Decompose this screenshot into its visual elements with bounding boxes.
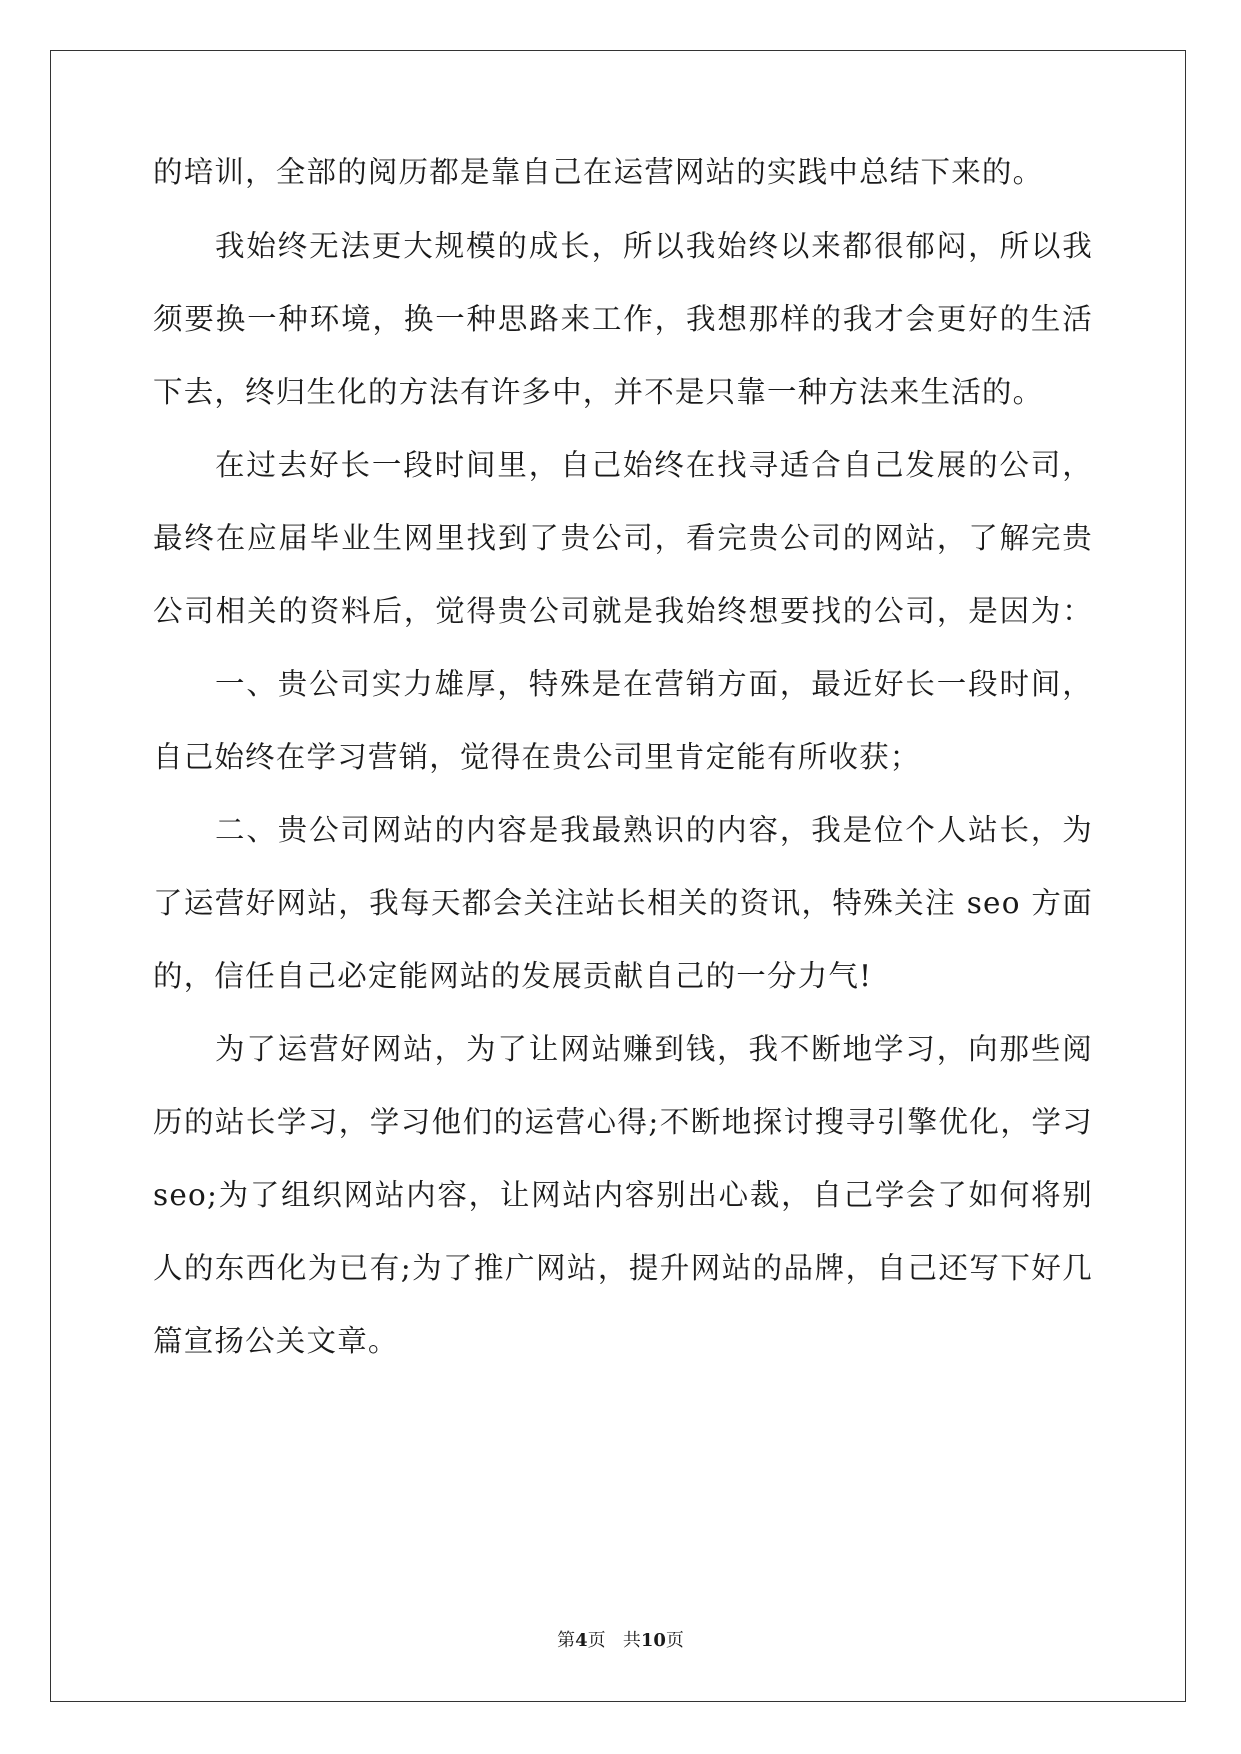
page-suffix: 页 bbox=[587, 1630, 606, 1651]
text-line-10: 二、贵公司网站的内容是我最熟识的内容，我是位个人站长，为 bbox=[215, 813, 1093, 847]
text-line-9: 自己始终在学习营销，觉得在贵公司里肯定能有所收获； bbox=[153, 740, 921, 774]
total-suffix: 页 bbox=[665, 1630, 684, 1651]
text-line-14: 历的站长学习，学习他们的运营心得;不断地探讨搜寻引擎优化，学习 bbox=[153, 1105, 1093, 1139]
text-line-2: 我始终无法更大规模的成长，所以我始终以来都很郁闷，所以我 bbox=[215, 229, 1093, 263]
page-footer bbox=[0, 1629, 1241, 1653]
text-line-15: seo;为了组织网站内容，让网站内容别出心裁，自己学会了如何将别 bbox=[153, 1178, 1093, 1212]
total-prefix: 共 bbox=[622, 1630, 641, 1651]
text-line-16: 人的东西化为已有;为了推广网站，提升网站的品牌，自己还写下好几 bbox=[153, 1251, 1093, 1285]
text-line-7: 公司相关的资料后，觉得贵公司就是我始终想要找的公司，是因为： bbox=[153, 594, 1093, 628]
text-line-4: 下去，终归生化的方法有许多中，并不是只靠一种方法来生活的。 bbox=[153, 375, 1044, 409]
text-line-5: 在过去好长一段时间里，自己始终在找寻适合自己发展的公司， bbox=[215, 448, 1093, 482]
text-line-1: 的培训，全部的阅历都是靠自己在运营网站的实践中总结下来的。 bbox=[153, 155, 1044, 189]
page-prefix: 第 bbox=[557, 1630, 576, 1651]
text-line-11: 了运营好网站，我每天都会关注站长相关的资讯，特殊关注 seo 方面 bbox=[153, 886, 1093, 920]
text-line-3: 须要换一种环境，换一种思路来工作，我想那样的我才会更好的生活 bbox=[153, 302, 1093, 336]
text-line-12: 的，信任自己必定能网站的发展贡献自己的一分力气! bbox=[153, 959, 873, 993]
text-line-6: 最终在应届毕业生网里找到了贵公司，看完贵公司的网站，了解完贵 bbox=[153, 521, 1093, 555]
text-line-8: 一、贵公司实力雄厚，特殊是在营销方面，最近好长一段时间， bbox=[215, 667, 1093, 701]
current-page-number: 4 bbox=[575, 1630, 588, 1651]
text-line-17: 篇宣扬公关文章。 bbox=[153, 1324, 399, 1358]
text-line-13: 为了运营好网站，为了让网站赚到钱，我不断地学习，向那些阅 bbox=[215, 1032, 1093, 1066]
page-border bbox=[50, 50, 1186, 1702]
total-page-count: 10 bbox=[640, 1630, 666, 1651]
